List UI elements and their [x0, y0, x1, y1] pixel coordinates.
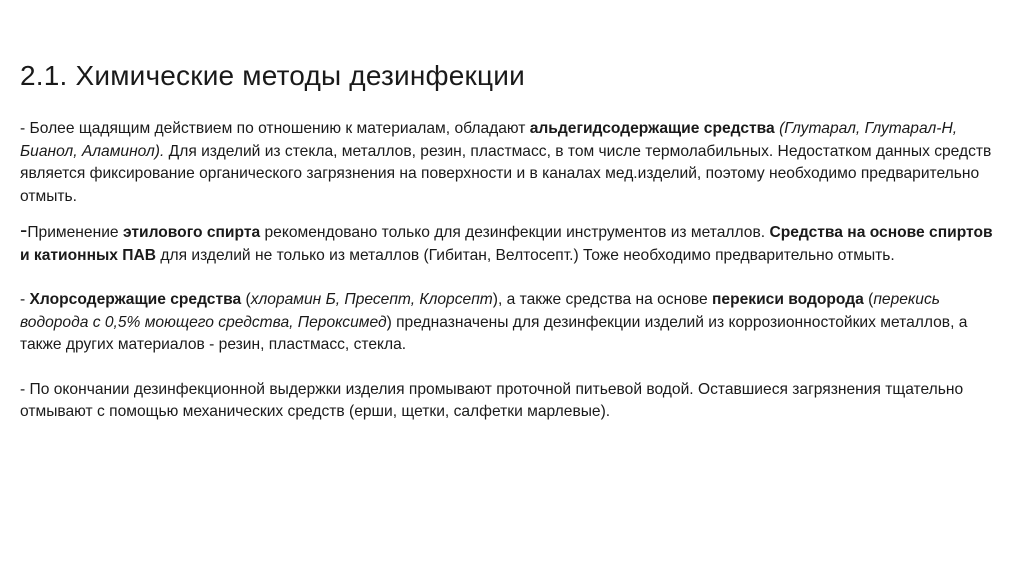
p2-text-3: для изделий не только из металлов (Гибитан, Велтосепт.) Тоже необходимо предварительно отмыть. — [156, 246, 895, 264]
p2-dash: - — [20, 217, 28, 242]
p2-text-2: рекомендовано только для дезинфекции инструментов из металлов. — [260, 224, 770, 241]
p3-italic-peroxide-examples: перекись водорода с 0,5% моющего средства, Пероксимед — [20, 291, 940, 331]
p1-bold-aldehydes: альдегидсодержащие средства — [529, 120, 775, 137]
p1-text-3: Для изделий из стекла, металлов, резин, пластмасс, в том числе термолабильных. Недостатком данных средств является фиксирование органического загрязнения на поверхности и в каналах мед.изделий, поэтому необходимо предварительно отмыть. — [20, 142, 992, 205]
p3-text-2: ( — [241, 291, 251, 308]
p3-text-5: ) предназначены для дезинфекции изделий из коррозионностойких металлов, а также других материалов - резин, пластмасс, стекла. — [20, 313, 968, 353]
paragraph-rinsing: - По окончании дезинфекционной выдержки изделия промывают проточной питьевой водой. Оставшиеся загрязнения тщательно отмывают с помощью механических средств (ерши, щетки, салфетки марлевые). — [20, 380, 964, 420]
p1-italic-examples: (Глутарал, Глутарал-Н, Бианол, Аламинол). — [20, 120, 958, 160]
p1-text-1: - Более щадящим действием по отношению к материалам, обладают — [20, 120, 530, 137]
paragraph-alcohol — [20, 217, 1005, 267]
p2-text-1: Применение — [27, 224, 123, 241]
p3-text-4: ( — [863, 291, 874, 308]
paragraph-chlorine — [20, 289, 1005, 357]
slide-title: 2.1. Химические методы дезинфекции — [20, 60, 525, 91]
p2-bold-alcohol-cationic: Средства на основе спиртов и катионных ПАВ — [20, 224, 993, 264]
p3-text-1: - — [20, 291, 30, 308]
p3-bold-peroxide: перекиси водорода — [711, 291, 864, 308]
p2-bold-ethyl-alcohol: этилового спирта — [122, 224, 261, 241]
p3-text-3: ), а также средства на основе — [492, 291, 712, 308]
slide-content — [20, 118, 1005, 424]
p3-bold-chlorine: Хлорсодержащие средства — [29, 291, 242, 308]
paragraph-aldehydes — [20, 118, 1005, 208]
p3-italic-chlorine-examples: хлорамин Б, Пресепт, Клорсепт — [250, 291, 493, 308]
